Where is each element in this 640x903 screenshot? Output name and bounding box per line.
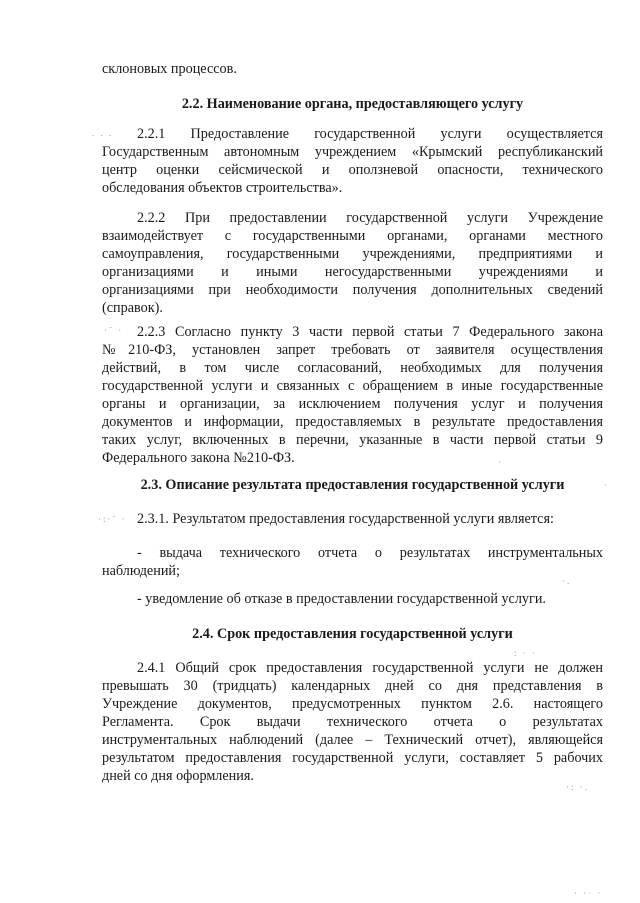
paragraph-line: государственной услуги и связанных с обращением в иные государственные <box>102 378 603 394</box>
bullet-line: наблюдений; <box>102 563 180 579</box>
paragraph-line: №210-ФЗ, установлен запрет требовать от заявителя осуществления <box>102 342 603 358</box>
paragraph-line: 2.2.1 Предоставление государственной услуги осуществляется <box>137 126 603 142</box>
paragraph-line: действий, в том числе согласований, необходимых для получения <box>102 360 603 376</box>
paragraph-line: (справок). <box>102 300 163 316</box>
scan-speck: · <box>498 457 503 467</box>
paragraph-line: 2.2.3 Согласно пункту 3 части первой статьи 7 Федерального закона <box>137 324 603 340</box>
section-heading-2-2: 2.2. Наименование органа, предоставляющего услугу <box>181 96 524 112</box>
scan-speck: ·. <box>562 576 572 586</box>
section-heading-2-3: 2.3. Описание результата предоставления государственной услуги <box>140 477 565 493</box>
paragraph-line: Учреждение документов, предусмотренных пунктом 2.6. настоящего <box>102 696 603 712</box>
paragraph-line: центр оценки сейсмической и оползневой опасности, технического <box>102 162 603 178</box>
bullet-line: - уведомление об отказе в предоставлении государственной услуги. <box>137 591 546 607</box>
scan-speck: . . . <box>92 128 114 138</box>
section-heading-2-4: 2.4. Срок предоставления государственной услуги <box>192 626 513 642</box>
scan-speck: ·: ·. <box>566 782 589 792</box>
paragraph-line: 2.2.2 При предоставлении государственной услуги Учреждение <box>137 210 603 226</box>
intro-line: склоновых процессов. <box>102 61 237 77</box>
scan-speck: · <box>604 480 609 490</box>
paragraph-line: организациями и иными негосударственными учреждениями и <box>102 264 603 280</box>
scan-speck: ·¨ · <box>104 325 124 335</box>
paragraph-line: Регламента. Срок выдачи технического отчета о результатах <box>102 714 603 730</box>
scan-speck: : · · <box>514 648 537 658</box>
paragraph-line: Государственным автономным учреждением «Крымский республиканский <box>102 144 603 160</box>
paragraph-line: таких услуг, включенных в перечни, указанные в части первой статьи 9 <box>102 432 603 448</box>
paragraph-line: дней со дня оформления. <box>102 768 254 784</box>
paragraph-line: документов и информации, предоставляемых в результате предоставления <box>102 414 603 430</box>
paragraph-line: 2.4.1 Общий срок предоставления государственной услуги не должен <box>137 660 603 676</box>
scan-speck: ·:·¨ · <box>98 514 127 524</box>
paragraph-line: 2.3.1. Результатом предоставления государственной услуги является: <box>137 511 554 527</box>
paragraph-line: превышать 30 (тридцать) календарных дней со дня представления в <box>102 678 603 694</box>
paragraph-line: взаимодействует с государственными органами, органами местного <box>102 228 603 244</box>
bullet-line: - выдача технического отчета о результатах инструментальных <box>137 545 603 561</box>
paragraph-line: результатом предоставления государственной услуги, составляет 5 рабочих <box>102 750 603 766</box>
paragraph-line: организациями при необходимости получения дополнительных сведений <box>102 282 603 298</box>
scan-speck: · ·· · <box>574 888 603 898</box>
paragraph-line: органы и организации, за исключением получения услуг и получения <box>102 396 603 412</box>
paragraph-line: самоуправления, государственными учреждениями, предприятиями и <box>102 246 603 262</box>
paragraph-line: Федерального закона №210-ФЗ. <box>102 450 295 466</box>
paragraph-line: инструментальных наблюдений (далее – Технический отчет), являющейся <box>102 732 603 748</box>
paragraph-line: обследования объектов строительства». <box>102 180 343 196</box>
